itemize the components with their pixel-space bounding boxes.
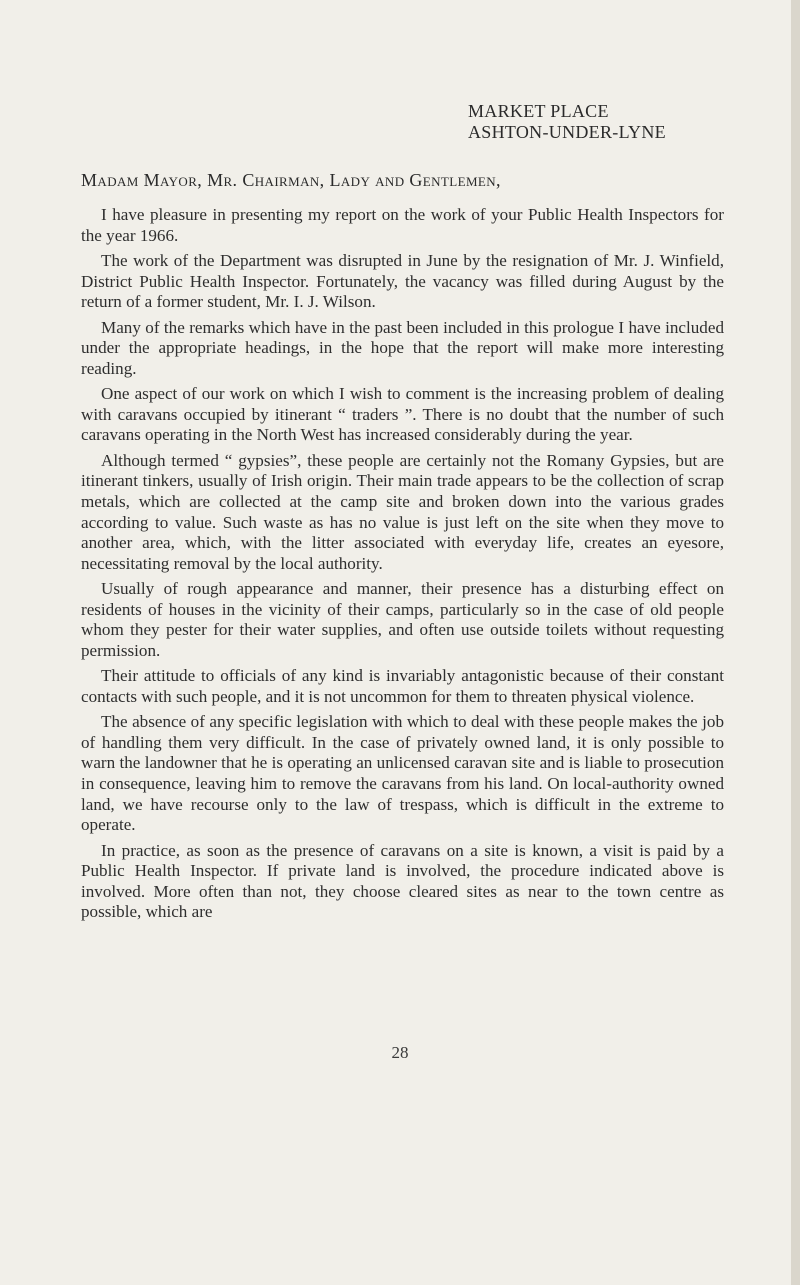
paragraph-2: The work of the Department was disrupted in June by the resignation of Mr. J. Winfield, District Public Health Inspector. Fortunately, the vacancy was filled during August by the return of a former student, Mr. I. J. Wilson.: [81, 250, 724, 312]
page-number: 28: [391, 1043, 409, 1062]
address-line-1: MARKET PLACE: [468, 101, 609, 121]
salutation: Madam Mayor, Mr. Chairman, Lady and Gentlemen,: [81, 170, 501, 190]
paragraph-8: The absence of any specific legislation with which to deal with these people makes the job of handling them very difficult. In the case of privately owned land, it is only possible to warn the landowner that he is operating an unlicensed caravan site and is liable to prosecution in consequence, leaving him to remove the caravans from his land. On local-authority owned land, we have recourse only to the law of trespass, which is difficult in the extreme to operate.: [81, 712, 724, 835]
address-line-2: ASHTON-UNDER-LYNE: [468, 122, 666, 142]
paragraph-6: Usually of rough appearance and manner, their presence has a disturbing effect on residents of houses in the vicinity of their camps, particularly so in the case of old people whom they pester for their water supplies, and often use outside toilets without requesting permission.: [81, 579, 724, 660]
paragraph-4: One aspect of our work on which I wish to comment is the increasing problem of dealing with caravans occupied by itinerant “ traders ”. There is no doubt that the number of such caravans operating in the North West has increased considerably during the year.: [81, 384, 724, 445]
page-edge: [791, 0, 800, 1285]
paragraph-5: Although termed “ gypsies”, these people are certainly not the Romany Gypsies, but are itinerant tinkers, usually of Irish origin. Their main trade appears to be the collection of scrap metals, which are collected at the camp site and broken down into the various grades according to value. Such waste as has no value is just left on the site when they move to another area, which, with the litter associated with everyday life, creates an eyesore, necessitating removal by the local authority.: [81, 450, 724, 573]
report-body: [81, 205, 724, 928]
paragraph-1: I have pleasure in presenting my report on the work of your Public Health Inspectors for the year 1966.: [81, 205, 724, 245]
paragraph-7: Their attitude to officials of any kind is invariably antagonistic because of their constant contacts with such people, and it is not uncommon for them to threaten physical violence.: [81, 666, 724, 706]
paragraph-9: In practice, as soon as the presence of caravans on a site is known, a visit is paid by a Public Health Inspector. If private land is involved, the procedure indicated above is involved. More often than not, they choose cleared sites as near to the town centre as possible, which are: [81, 840, 724, 922]
paragraph-3: Many of the remarks which have in the past been included in this prologue I have included under the appropriate headings, in the hope that the report will make more interesting reading.: [81, 317, 724, 378]
address-block: [468, 101, 666, 143]
